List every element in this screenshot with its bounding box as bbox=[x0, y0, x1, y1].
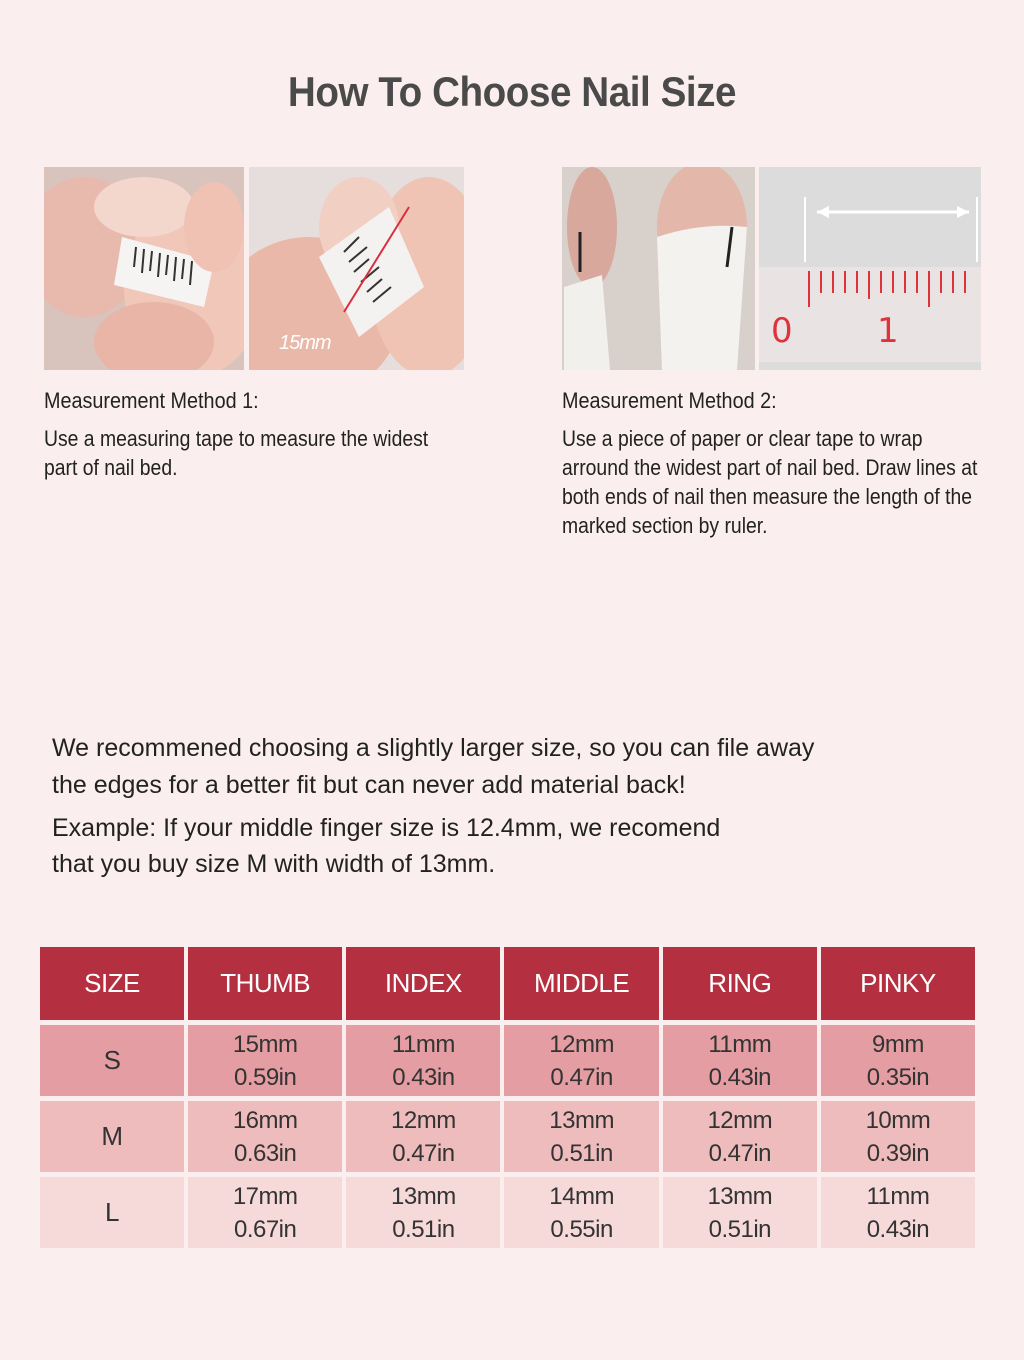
table-row-size-l bbox=[40, 1177, 975, 1248]
table-cell: 11mm 0.43in bbox=[346, 1025, 500, 1096]
header-ring: RING bbox=[663, 947, 817, 1020]
table-cell: 12mm 0.47in bbox=[504, 1025, 658, 1096]
recommendation-text: We recommened choosing a slightly larger size, so you can file away the edges for a better fit but can never add material back! bbox=[52, 734, 815, 799]
table-cell: 13mm 0.51in bbox=[346, 1177, 500, 1248]
table-cell: 13mm 0.51in bbox=[504, 1101, 658, 1172]
table-header-row bbox=[40, 947, 975, 1020]
header-pinky: PINKY bbox=[821, 947, 975, 1020]
table-cell: 11mm 0.43in bbox=[663, 1025, 817, 1096]
table-row-size-s bbox=[40, 1025, 975, 1096]
table-cell: 12mm 0.47in bbox=[663, 1101, 817, 1172]
method2-photo-paper-wrap bbox=[562, 167, 755, 370]
table-cell: 9mm 0.35in bbox=[821, 1025, 975, 1096]
svg-text:1: 1 bbox=[877, 311, 899, 351]
header-middle: MIDDLE bbox=[504, 947, 658, 1020]
method1-description: Use a measuring tape to measure the widest part of nail bed. bbox=[44, 426, 429, 480]
size-chart-table bbox=[36, 942, 979, 1253]
size-label: S bbox=[40, 1025, 184, 1096]
table-cell: 11mm 0.43in bbox=[821, 1177, 975, 1248]
page-title: How To Choose Nail Size bbox=[287, 68, 737, 115]
recommendation-block bbox=[52, 730, 972, 882]
method2-photo-ruler bbox=[759, 167, 981, 370]
table-cell: 14mm 0.55in bbox=[504, 1177, 658, 1248]
table-cell: 16mm 0.63in bbox=[188, 1101, 342, 1172]
table-cell: 10mm 0.39in bbox=[821, 1101, 975, 1172]
header-thumb: THUMB bbox=[188, 947, 342, 1020]
method1-photo-tape-measure bbox=[249, 167, 464, 370]
method2-description: Use a piece of paper or clear tape to wrap arround the widest part of nail bed. Draw lines at both ends of nail then measure the length of the marked section by ruler. bbox=[562, 426, 978, 538]
table-cell: 13mm 0.51in bbox=[663, 1177, 817, 1248]
table-cell: 12mm 0.47in bbox=[346, 1101, 500, 1172]
method2-title: Measurement Method 2: bbox=[562, 388, 777, 413]
method1-title: Measurement Method 1: bbox=[44, 388, 259, 413]
table-cell: 15mm 0.59in bbox=[188, 1025, 342, 1096]
size-label: M bbox=[40, 1101, 184, 1172]
example-text: Example: If your middle finger size is 12.4mm, we recomend that you buy size M with width of 13mm. bbox=[52, 814, 721, 878]
table-cell: 17mm 0.67in bbox=[188, 1177, 342, 1248]
method1-photo-tape-wrap bbox=[44, 167, 244, 370]
size-label: L bbox=[40, 1177, 184, 1248]
photo-label-15mm: 15mm bbox=[279, 332, 331, 354]
table-row-size-m bbox=[40, 1101, 975, 1172]
header-index: INDEX bbox=[346, 947, 500, 1020]
svg-text:0: 0 bbox=[771, 311, 793, 351]
header-size: SIZE bbox=[40, 947, 184, 1020]
